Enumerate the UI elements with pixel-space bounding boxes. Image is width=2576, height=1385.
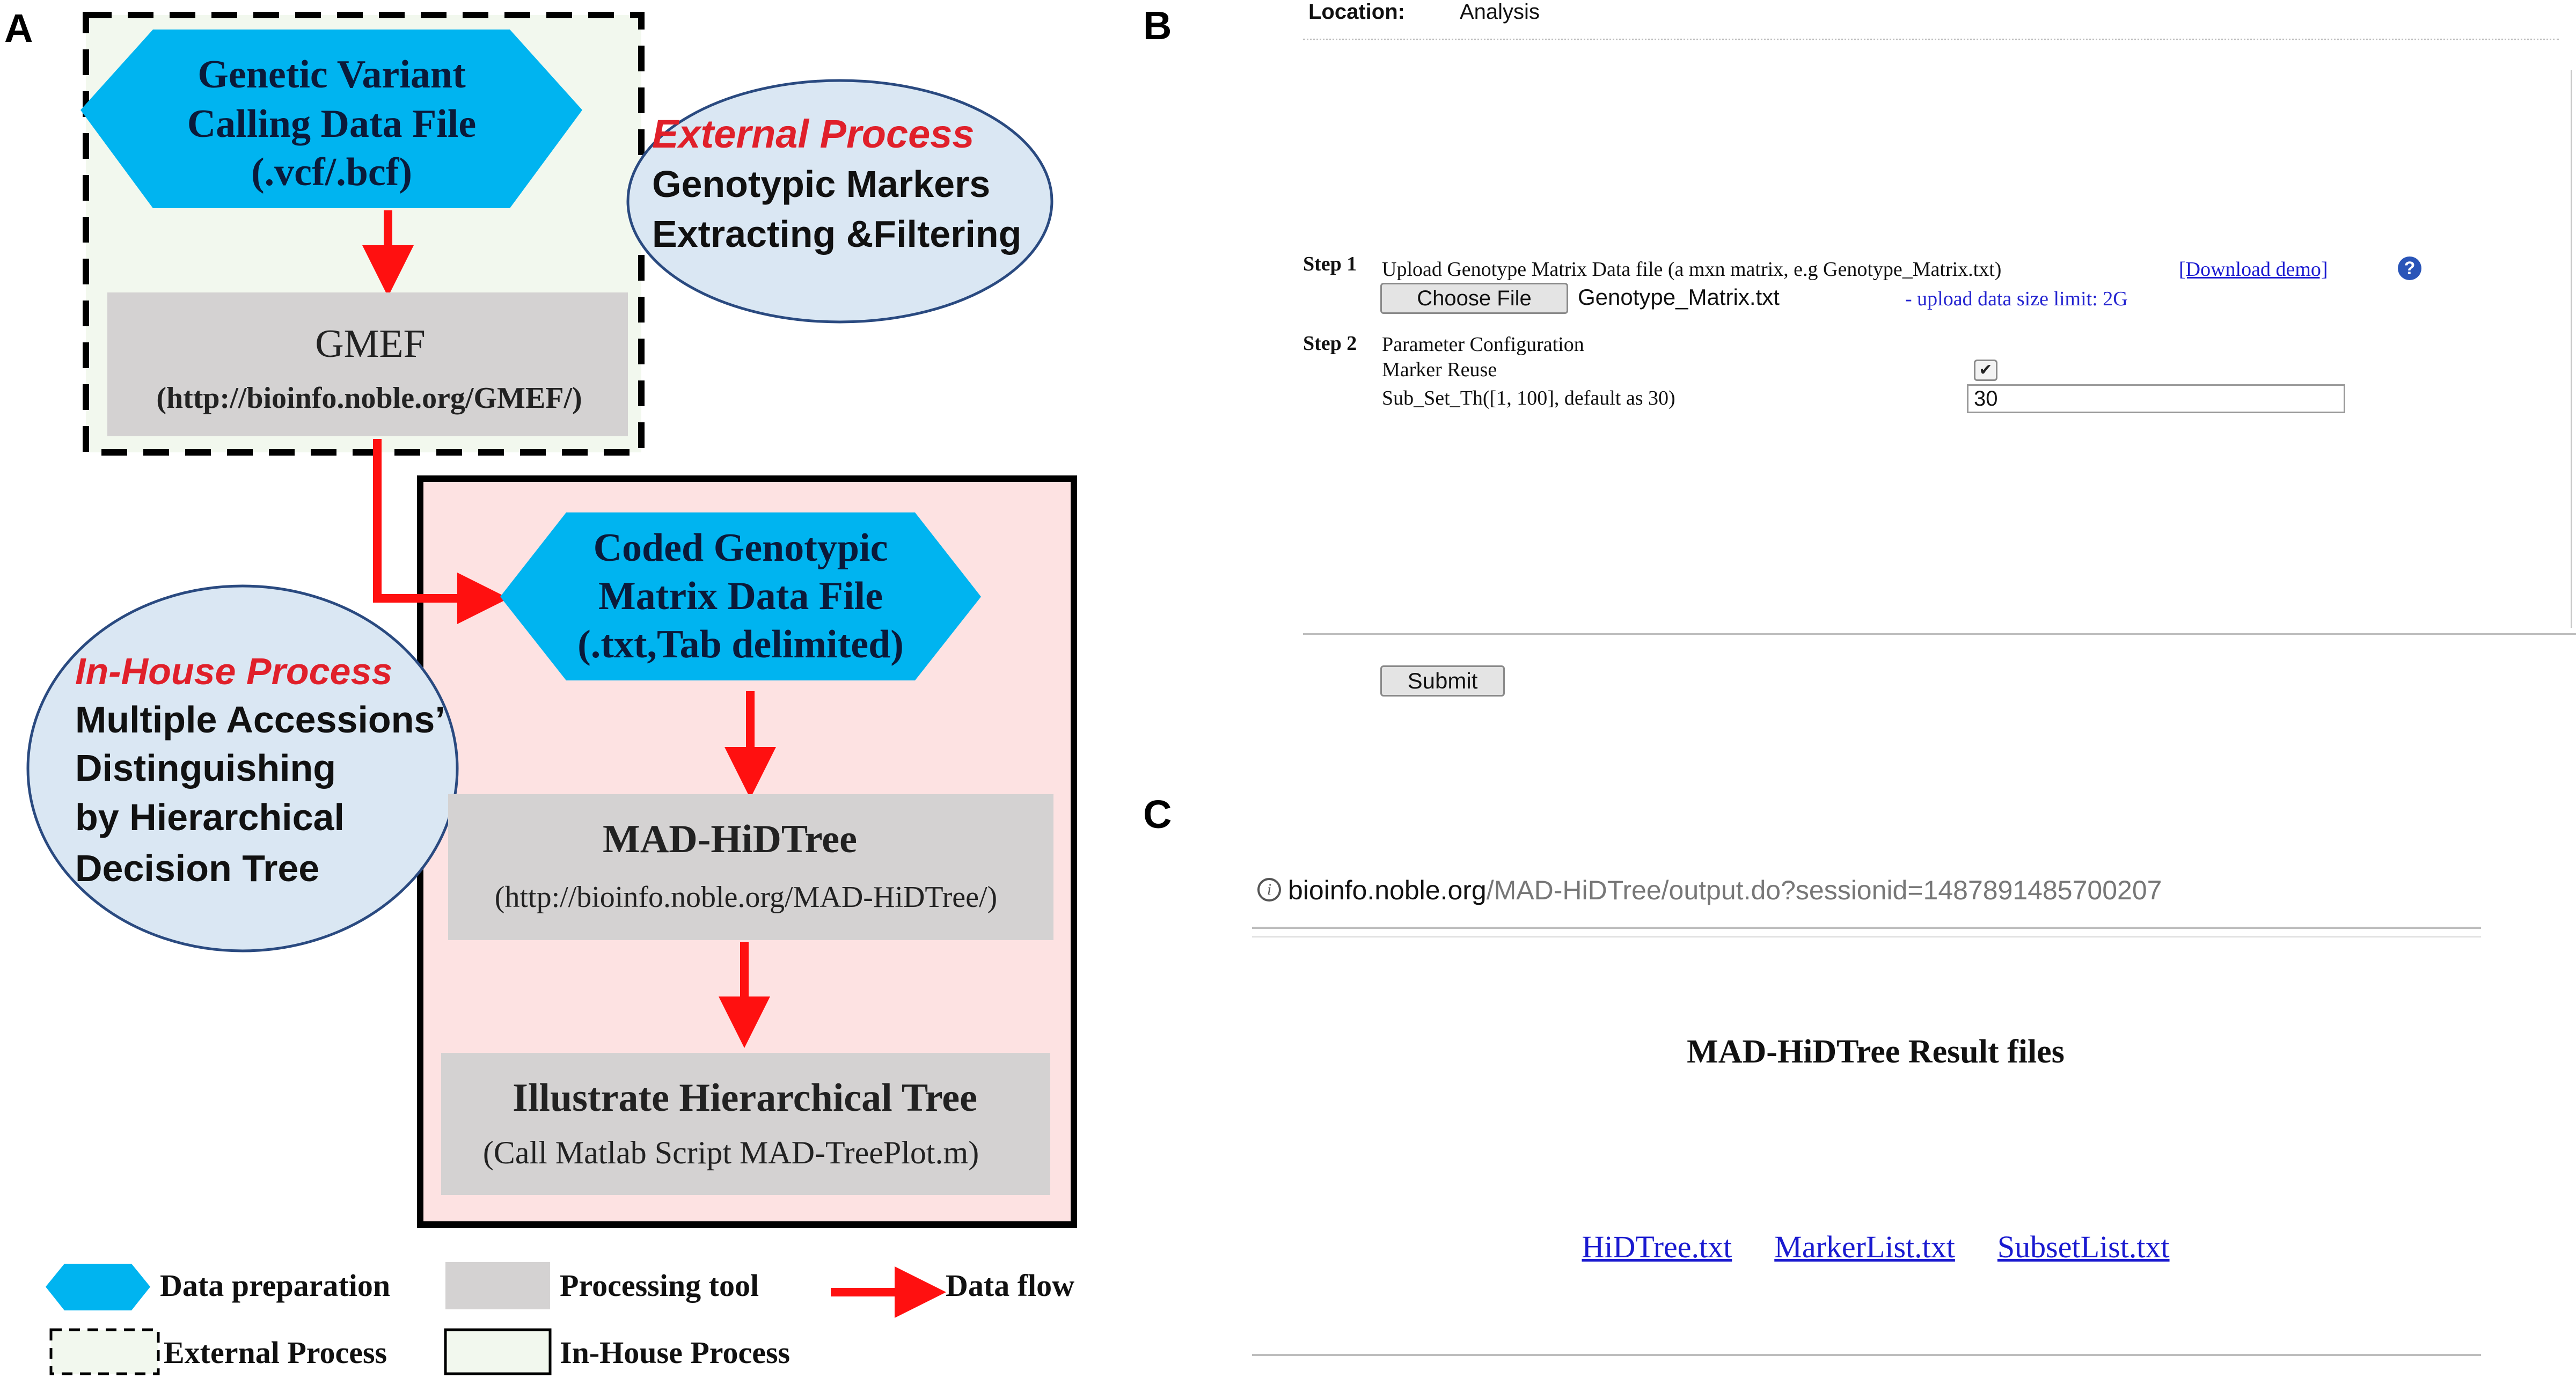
mad-hidtree-title: MAD-HiDTree (603, 817, 857, 861)
inhouse-process-line-2: Distinguishing (75, 747, 336, 789)
vcf-node-line-3: (.vcf/.bcf) (251, 150, 412, 194)
markerlist-file-link[interactable]: MarkerList.txt (1774, 1229, 1955, 1264)
info-icon[interactable]: i (1257, 878, 1281, 902)
panel-a-diagram (0, 0, 1106, 1385)
upload-limit-note: - upload data size limit: 2G (1905, 288, 2128, 310)
subset-threshold-label: Sub_Set_Th([1, 100], default as 30) (1382, 387, 1675, 409)
step1-label: Step 1 (1303, 253, 1357, 275)
illustrate-tree-box (441, 1053, 1050, 1195)
marker-reuse-label: Marker Reuse (1382, 358, 1497, 381)
panel-label-a: A (4, 6, 33, 50)
mad-hidtree-url: (http://bioinfo.noble.org/MAD-HiDTree/) (494, 881, 998, 914)
download-demo-link[interactable]: [Download demo] (2179, 258, 2328, 281)
result-file-links (1234, 1229, 2517, 1265)
address-bar-url[interactable] (1288, 875, 2162, 906)
choose-file-button[interactable]: Choose File (1380, 283, 1568, 314)
url-host: bioinfo.noble.org (1288, 875, 1487, 905)
submit-button[interactable]: Submit (1380, 665, 1505, 697)
panel-label-b: B (1143, 3, 1172, 48)
inhouse-process-line-3: by Hierarchical (75, 796, 345, 838)
external-process-line-1: Genotypic Markers (652, 163, 991, 205)
step2-text: Parameter Configuration (1382, 333, 1584, 356)
mad-hidtree-box (448, 794, 1053, 940)
subset-threshold-input[interactable]: 30 (1967, 384, 2345, 413)
legend-hexagon-swatch (46, 1264, 150, 1310)
selected-file-name: Genotype_Matrix.txt (1578, 284, 1780, 310)
legend-processing-tool: Processing tool (560, 1268, 759, 1303)
legend-inhouse-swatch (445, 1330, 550, 1374)
marker-reuse-checkbox[interactable]: ✔ (1974, 360, 1997, 381)
legend-external-swatch (51, 1330, 158, 1374)
address-bar-divider-2 (1252, 936, 2481, 937)
panel-c-results (1234, 859, 2576, 1385)
gmef-url: (http://bioinfo.noble.org/GMEF/) (156, 382, 582, 415)
address-bar-divider (1252, 927, 2481, 929)
location-label: Location: (1308, 0, 1405, 24)
vcf-node-line-2: Calling Data File (187, 102, 477, 146)
form-divider (1303, 633, 2576, 635)
panel-label-c: C (1143, 792, 1172, 837)
legend-data-preparation: Data preparation (160, 1268, 391, 1303)
coded-node-line-3: (.txt,Tab delimited) (577, 622, 904, 666)
hidtree-file-link[interactable]: HiDTree.txt (1582, 1229, 1732, 1264)
gmef-title: GMEF (315, 322, 426, 366)
external-process-line-2: Extracting &Filtering (652, 213, 1022, 255)
subsetlist-file-link[interactable]: SubsetList.txt (1997, 1229, 2170, 1264)
url-path: /MAD-HiDTree/output.do?sessionid=1487891485700207 (1486, 875, 2162, 905)
vcf-node-line-1: Genetic Variant (197, 53, 466, 97)
legend-inhouse-process: In-House Process (560, 1335, 791, 1370)
location-value: Analysis (1460, 0, 1540, 24)
illustrate-tree-title: Illustrate Hierarchical Tree (513, 1076, 977, 1120)
panel-b-form (1288, 0, 2576, 698)
legend-process-swatch (445, 1262, 550, 1309)
legend-data-flow: Data flow (946, 1268, 1075, 1303)
external-process-title: External Process (652, 112, 975, 156)
step2-label: Step 2 (1303, 332, 1357, 355)
coded-node-line-2: Matrix Data File (598, 574, 883, 618)
illustrate-tree-sub: (Call Matlab Script MAD-TreePlot.m) (482, 1135, 979, 1170)
step1-text: Upload Genotype Matrix Data file (a mxn matrix, e.g Genotype_Matrix.txt) (1382, 258, 2002, 281)
coded-node-line-1: Coded Genotypic (593, 526, 888, 570)
help-icon[interactable]: ? (2398, 257, 2421, 280)
inhouse-process-title: In-House Process (75, 650, 393, 692)
inhouse-process-line-1: Multiple Accessions’ (75, 699, 445, 741)
inhouse-process-line-4: Decision Tree (75, 847, 320, 889)
form-right-border (2571, 70, 2572, 628)
legend-external-process: External Process (164, 1335, 387, 1370)
footer-divider (1252, 1354, 2481, 1356)
results-title: MAD-HiDTree Result files (1687, 1034, 2065, 1070)
location-divider (1303, 39, 2559, 40)
